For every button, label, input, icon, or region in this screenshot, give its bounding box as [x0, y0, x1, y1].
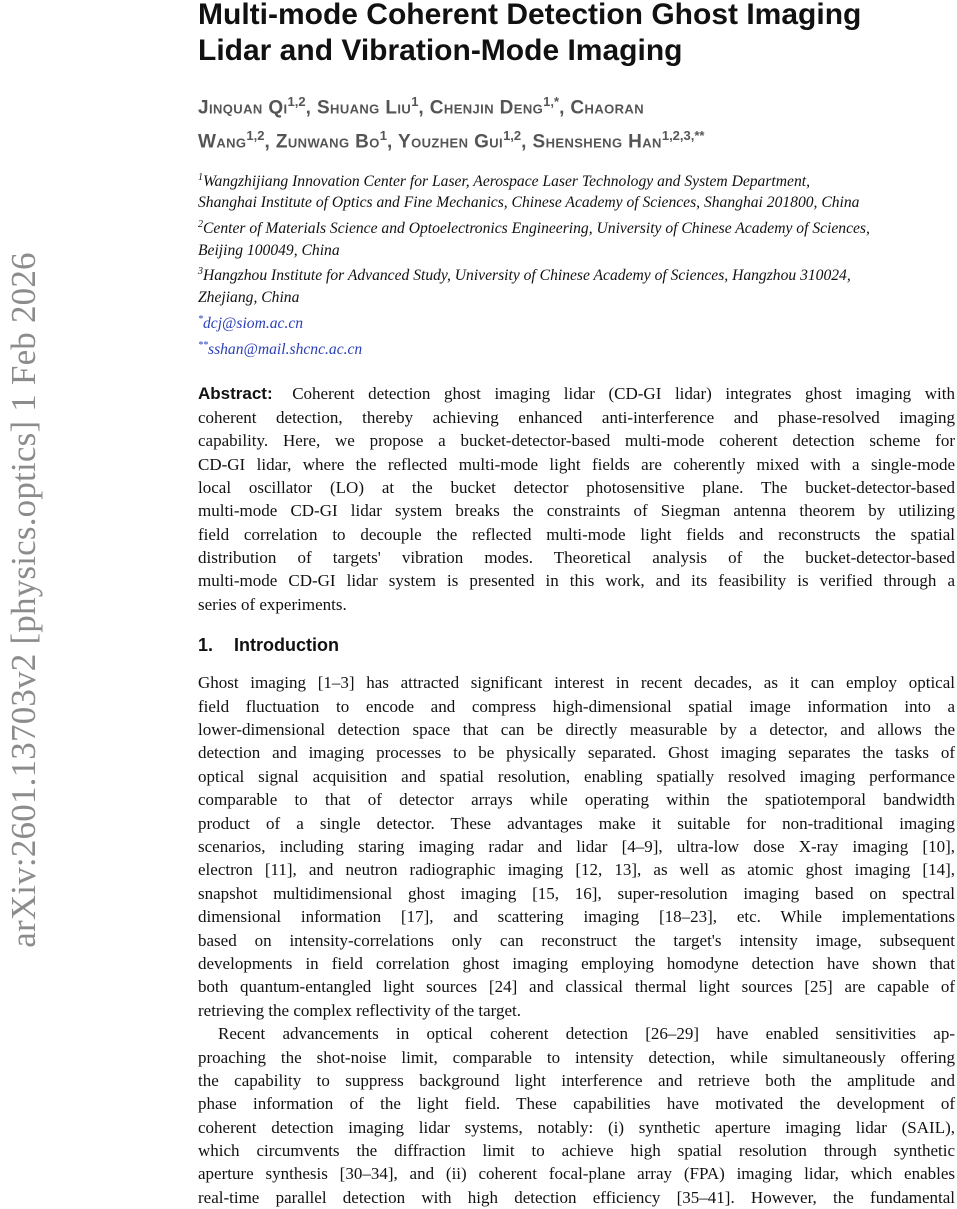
abstract-label: Abstract: — [198, 384, 273, 404]
author-affiliation-mark: 1,* — [543, 94, 560, 109]
abstract-line: multi-mode CD-GI lidar system breaks the constraints of Siegman antenna theorem by utilizing — [198, 501, 955, 521]
author-affiliation-mark: 1 — [411, 94, 419, 109]
text-line: based on intensity-correlations only can reconstruct the target's intensity image, subsequent — [198, 930, 955, 950]
email-link[interactable]: sshan@mail.shcnc.ac.cn — [208, 340, 363, 358]
text-line: both quantum-entangled light sources [24] and classical thermal light sources [25] are capable of — [198, 977, 955, 997]
introduction-body — [198, 671, 955, 1209]
text-line: product of a single detector. These advantages make it suitable for non-traditional imaging — [198, 813, 955, 833]
author-name: Shensheng Han — [532, 131, 662, 153]
abstract-line: capability. Here, we propose a bucket-detector-based multi-mode coherent detection scheme for — [198, 431, 955, 451]
text-line: field fluctuation to encode and compress high-dimensional spatial image information into a — [198, 696, 955, 716]
author-affiliation-mark: 1 — [379, 128, 388, 144]
text-line: dimensional information [17], and scattering imaging [18–23], etc. While implementations — [198, 907, 955, 927]
abstract — [198, 382, 955, 616]
text-line: optical signal acquisition and spatial resolution, enabling spatially resolved imaging performance — [198, 766, 955, 786]
text-line: detection and imaging processes to be physically separated. Ghost imaging separates the tasks of — [198, 743, 955, 763]
text-line: retrieving the complex reflectivity of the target. — [198, 1000, 522, 1020]
author-name: Chenjin Deng — [429, 97, 544, 119]
abstract-line: CD-GI lidar, where the reflected multi-mode light fields are coherently mixed with a single-mode — [198, 454, 955, 474]
abstract-line: multi-mode CD-GI lidar system is presented in this work, and its feasibility is verified through a — [198, 571, 955, 591]
affiliation-line: $^2$Center of Materials Science and Optoelectronics Engineering, University of Chinese Academy of Sciences, — [198, 219, 870, 238]
email-line: *dcj@siom.ac.cn — [198, 313, 304, 332]
title-line: Multi-mode Coherent Detection Ghost Imaging — [198, 0, 862, 31]
affiliation-list — [198, 167, 955, 361]
author-name: Chaoran — [570, 97, 644, 119]
text-line: Recent advancements in optical coherent detection [26–29] have enabled sensitivities ap- — [218, 1024, 955, 1044]
email-line: **sshan@mail.shcnc.ac.cn — [198, 339, 363, 358]
text-line: scenarios, including staring imaging radar and lidar [4–9], ultra-low dose X-ray imaging [10], — [198, 836, 955, 856]
author-name: Shuang Liu — [316, 97, 412, 119]
text-line: real-time parallel detection with high detection efficiency [35–41]. However, the fundamental — [198, 1187, 955, 1207]
author-list — [198, 88, 955, 157]
text-line: phase information of the light field. These capabilities have motivated the development of — [198, 1094, 955, 1114]
author-name: Zunwang Bo — [275, 131, 380, 153]
text-line: lower-dimensional detection space that can be directly measurable by a detector, and allows the — [198, 720, 955, 740]
email-link[interactable]: dcj@siom.ac.cn — [203, 314, 304, 332]
text-line: electron [11], and neutron radiographic imaging [12, 13], as well as atomic ghost imaging [14], — [198, 860, 955, 880]
abstract-line: Abstract: Coherent detection ghost imaging lidar (CD-GI lidar) integrates ghost imaging with — [198, 384, 955, 404]
author-line: Wang$^{1,2}$, Zunwang Bo$^1$, Youzhen Gui$^{1,2}$, Shensheng Han$^{1,2,3,**}$ — [198, 128, 705, 153]
text-line: which circumvents the diffraction limit to achieve high spatial resolution through synthetic — [198, 1141, 955, 1161]
affiliation-line: Zhejiang, China — [198, 289, 300, 307]
author-affiliation-mark: 1,2 — [287, 94, 306, 109]
section-number: 1. — [198, 635, 214, 656]
arxiv-identifier: arXiv:2601.13703v2 [physics.optics] 1 Feb 2026 — [4, 252, 43, 948]
author-affiliation-mark: 1,2 — [503, 128, 522, 144]
author-name: Wang — [198, 131, 247, 153]
affiliation-line: Beijing 100049, China — [198, 241, 340, 259]
section-title: Introduction — [234, 635, 339, 656]
abstract-line: series of experiments. — [198, 594, 347, 614]
section-heading — [198, 633, 955, 657]
author-name: Jinquan Qi — [198, 97, 288, 119]
author-affiliation-mark: 1,2 — [246, 128, 265, 144]
author-affiliation-mark: 1,2,3,** — [661, 128, 705, 144]
author-line: Jinquan Qi$^{1,2}$, Shuang Liu$^1$, Chenjin Deng$^{1,*}$, Chaoran — [198, 94, 644, 119]
text-line: developments in field correlation ghost imaging employing homodyne detection have shown that — [198, 953, 955, 973]
text-line: comparable to that of detector arrays while operating within the spatiotemporal bandwidth — [198, 790, 955, 810]
abstract-line: field correlation to decouple the reflected multi-mode light fields and reconstructs the spatial — [198, 524, 955, 544]
paragraph — [198, 1022, 955, 1209]
paragraph — [198, 671, 955, 1022]
affiliation-line: $^3$Hangzhou Institute for Advanced Study, University of Chinese Academy of Sciences, Hangzhou 310024, — [198, 266, 851, 285]
text-line: coherent detection imaging lidar systems, notably: (i) synthetic aperture imaging lidar (SAIL), — [198, 1117, 955, 1137]
text-line: aperture synthesis [30–34], and (ii) coherent focal-plane array (FPA) imaging lidar, which enables — [198, 1164, 955, 1184]
text-line: snapshot multidimensional ghost imaging [15, 16], super-resolution imaging based on spectral — [198, 883, 955, 903]
paper-title — [198, 0, 955, 69]
text-line: the capability to suppress background light interference and retrieve both the amplitude and — [198, 1070, 955, 1090]
affiliation-line: Shanghai Institute of Optics and Fine Mechanics, Chinese Academy of Sciences, Shanghai 201800, China — [198, 194, 860, 212]
abstract-line: local oscillator (LO) at the bucket detector photosensitive plane. The bucket-detector-based — [198, 477, 955, 497]
text-line: Ghost imaging [1–3] has attracted significant interest in recent decades, as it can employ optical — [198, 673, 955, 693]
text-line: proaching the shot-noise limit, comparable to intensity detection, while simultaneously offering — [198, 1047, 955, 1067]
author-name: Youzhen Gui — [398, 131, 504, 153]
abstract-line: distribution of targets' vibration modes. Theoretical analysis of the bucket-detector-based — [198, 548, 955, 568]
arxiv-stamp — [0, 0, 48, 1200]
paper-page — [198, 0, 955, 1209]
affiliation-line: $^1$Wangzhijiang Innovation Center for Laser, Aerospace Laser Technology and System Department, — [198, 171, 810, 190]
title-line: Lidar and Vibration-Mode Imaging — [198, 34, 683, 67]
abstract-line: coherent detection, thereby achieving enhanced anti-interference and phase-resolved imaging — [198, 407, 955, 427]
